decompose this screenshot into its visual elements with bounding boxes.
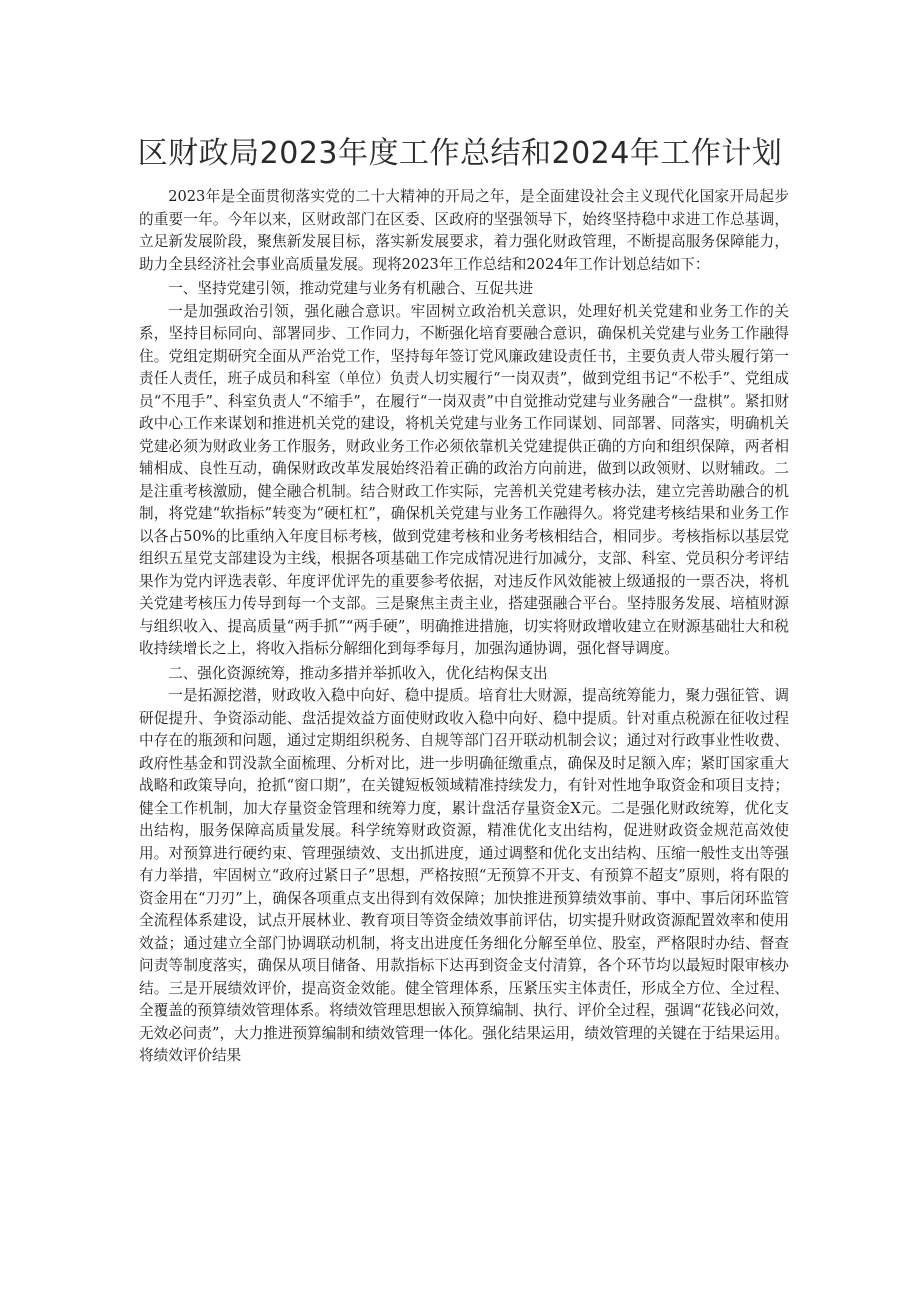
- document-body: [139, 186, 789, 1068]
- document-title: 区财政局2023年度工作总结和2024年工作计划: [137, 136, 783, 171]
- paragraph-section-1: 一是加强政治引领，强化融合意识。牢固树立政治机关意识，处理好机关党建和业务工作的关系，坚持目标同向、部署同步、工作同力，不断强化培育要融合意识，确保机关党建与业务工作融得住。党组定期研究全面从严治党工作，坚持每年签订党风廉政建设责任书，主要负责人带头履行第一责任人责任，班子成员和科室（单位）负责人切实履行“一岗双责”，做到党组书记“不松手”、党组成员“不甩手”、科室负责人“不缩手”，在履行“一岗双责”中自觉推动党建与业务融合“一盘棋”。紧扣财政中心工作来谋划和推进机关党的建设，将机关党建与业务工作同谋划、同部署、同落实，明确机关党建必须为财政业务工作服务，财政业务工作必须依靠机关党建提供正确的方向和组织保障，两者相辅相成、良性互动，确保财政改革发展始终沿着正确的政治方向前进，做到以政领财、以财辅政。二是注重考核激励，健全融合机制。结合财政工作实际，完善机关党建考核办法，建立完善助融合的机制，将党建“软指标”转变为“硬杠杠”，确保机关党建与业务工作融得久。将党建考核结果和业务工作以各占50%的比重纳入年度目标考核，做到党建考核和业务考核相结合，相同步。考核指标以基层党组织五星党支部建设为主线，根据各项基础工作完成情况进行加减分，支部、科室、党员积分考评结果作为党内评选表彰、年度评优评先的重要参考依据，对违反作风效能被上级通报的一票否决，将机关党建考核压力传导到每一个支部。三是聚焦主责主业，搭建强融合平台。坚持服务发展、培植财源与组织收入、提高质量“两手抓”“两手硬”，明确推进措施，切实将财政增收建立在财源基础壮大和税收持续增长之上，将收入指标分解细化到每季每月，加强沟通协调，强化督导调度。: [139, 302, 789, 657]
- paragraph-intro: 2023年是全面贯彻落实党的二十大精神的开局之年，是全面建设社会主义现代化国家开局起步的重要一年。今年以来，区财政部门在区委、区政府的坚强领导下，始终坚持稳中求进工作总基调，立足新发展阶段，聚焦新发展目标，落实新发展要求，着力强化财政管理，不断提高服务保障能力，助力全县经济社会事业高质量发展。现将2023年工作总结和2024年工作计划总结如下：: [139, 188, 789, 273]
- section-heading-1: 一、坚持党建引领，推动党建与业务有机融合、互促共进: [168, 280, 534, 297]
- paragraph-section-2: 一是拓源挖潜，财政收入稳中向好、稳中提质。培育壮大财源，提高统筹能力，聚力强征管、调研促提升、争资添动能、盘活提效益方面使财政收入稳中向好、稳中提质。针对重点税源在征收过程中存在的瓶颈和问题，通过定期组织税务、自规等部门召开联动机制会议；通过对行政事业性收费、政府性基金和罚没款全面梳理、分析对比，进一步明确征缴重点，确保及时足额入库；紧盯国家重大战略和政策导向，抢抓“窗口期”，在关键短板领域精准持续发力，有针对性地争取资金和项目支持；健全工作机制，加大存量资金管理和统筹力度，累计盘活存量资金X元。二是强化财政统筹，优化支出结构，服务保障高质量发展。科学统筹财政资源，精准优化支出结构，促进财政资金规范高效使用。对预算进行硬约束、管理强绩效、支出抓进度，通过调整和优化支出结构、压缩一般性支出等强有力举措，牢固树立“政府过紧日子”思想，严格按照“无预算不开支、有预算不超支”原则，将有限的资金用在“刀刃”上，确保各项重点支出得到有效保障；加快推进预算绩效事前、事中、事后闭环监管全流程体系建设，试点开展林业、教育项目等资金绩效事前评估，切实提升财政资源配置效率和使用效益；通过建立全部门协调联动机制，将支出进度任务细化分解至单位、股室，严格限时办结、督查问责等制度落实，确保从项目储备、用款指标下达再到资金支付清算，各个环节均以最短时限审核办结。三是开展绩效评价，提高资金效能。健全管理体系，压紧压实主体责任，形成全方位、全过程、全覆盖的预算绩效管理体系。将绩效管理思想嵌入预算编制、执行、评价全过程，强调“花钱必问效，无效必问责”，大力推进预算编制和绩效管理一体化。强化结果运用，绩效管理的关键在于结果运用。将绩效评价结果: [139, 687, 789, 1064]
- section-heading-2: 二、强化资源统筹，推动多措并举抓收入，优化结构保支出: [168, 664, 548, 682]
